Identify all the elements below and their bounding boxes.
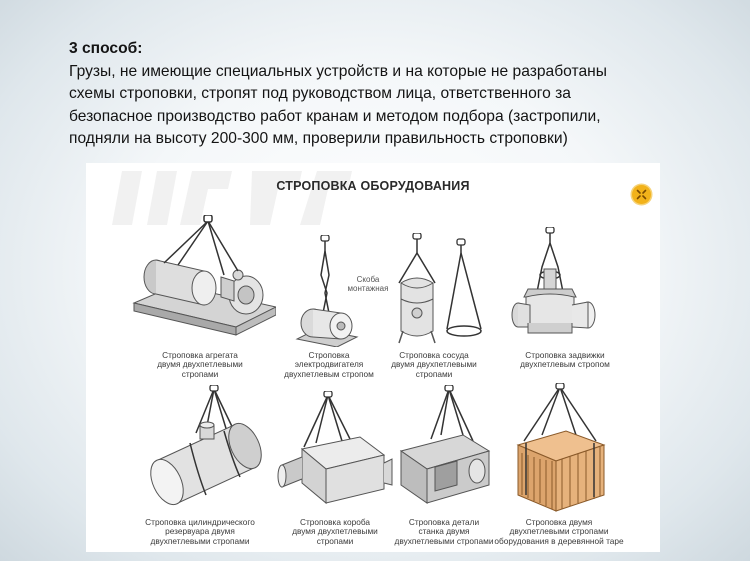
illustration-crate — [504, 383, 614, 515]
caption-duct-box: Строповка короба двумя двухпетлевыми стропами — [292, 517, 378, 546]
slide-line: схемы строповки, стропят под руководством лица, ответственного за — [69, 85, 571, 102]
badge-icon — [632, 185, 651, 204]
illustration-valve — [504, 227, 624, 349]
illustration-duct-box — [276, 391, 396, 513]
illustration-tank — [138, 385, 268, 513]
slide-text — [69, 38, 709, 151]
illustration-vessel — [389, 233, 489, 349]
caption-tank: Строповка цилиндрического резервуара двумя двухпетлевыми стропами — [145, 517, 255, 546]
figure-title: СТРОПОВКА ОБОРУДОВАНИЯ — [276, 179, 470, 193]
rigging-figure — [86, 163, 660, 552]
caption-valve: Строповка задвижки двухпетлевым стропом — [520, 350, 610, 370]
illustration-machine-part — [391, 385, 501, 513]
caption-unit: Строповка агрегата двумя двухпетлевыми стропами — [157, 350, 243, 379]
slide-line: Грузы, не имеющие специальных устройств и на которые не разработаны — [69, 62, 607, 80]
slide-line: подняли на высоту 200-300 мм, проверили правильность строповки) — [69, 130, 568, 147]
caption-vessel: Строповка сосуда двумя двухпетлевыми стропами — [391, 350, 477, 379]
slide-line: безопасное производство работ кранам и методом подбора (застропили, — [69, 107, 601, 125]
illustration-unit — [126, 215, 276, 345]
slide-heading: 3 способ: — [69, 40, 143, 57]
caption-machine-part: Строповка детали станка двумя двухпетлевыми стропами — [394, 517, 494, 546]
caption-motor: Строповка электродвигателя двухпетлевым стропом — [284, 350, 374, 379]
callout-label: Скоба монтажная — [347, 275, 389, 293]
caption-crate: Строповка двумя двухпетлевыми стропами оборудования в деревянной таре — [494, 517, 624, 546]
